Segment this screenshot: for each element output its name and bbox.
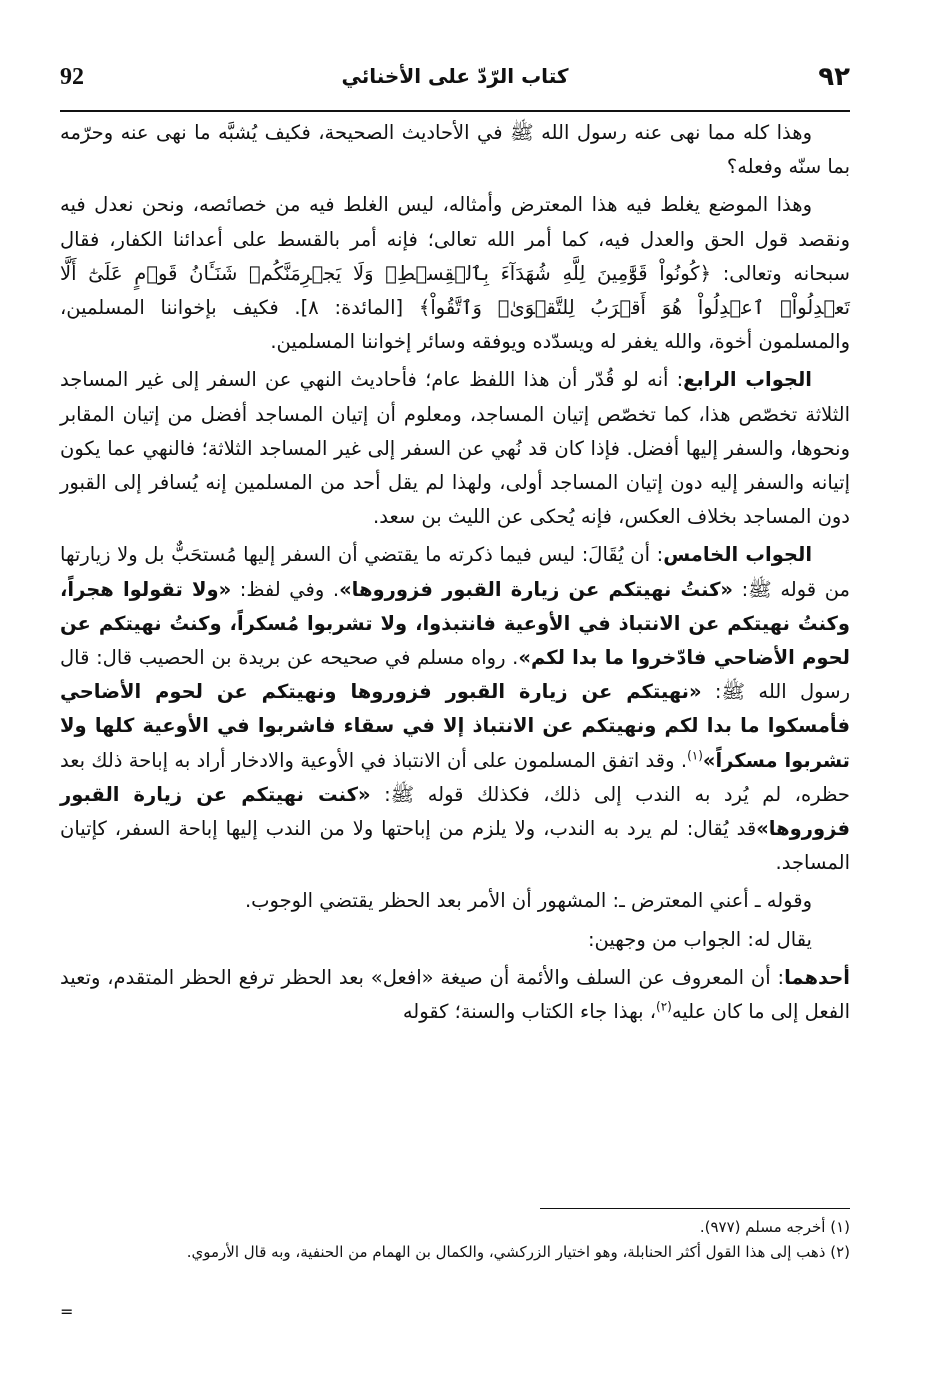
paragraph-2: وهذا الموضع يغلط فيه هذا المعترض وأمثاله، ليس الغلط فيه من خصائصه، ونحن نعدل فيه ونقصد قول الحق والعدل فيه، كما أمر الله تعالى؛ فإنه أمر بالقسط على أعدائنا الكفار، فقال سبحانه وتعالى: ﴿كُونُواْ قَوَّٰمِينَ لِلَّهِ شُهَدَآءَ بِٱلۡقِسۡطِۖ وَلَا يَجۡرِمَنَّكُمۡ شَنَـَٔانُ قَوۡمٍ عَلَىٰٓ أَلَّا تَعۡدِلُواْۚ ٱعۡدِلُواْ هُوَ أَقۡرَبُ لِلتَّقۡوَىٰۖ وَٱتَّقُواْ﴾ [المائدة: ٨]. فكيف بإخواننا المسلمين، والمسلمون أخوة، والله يغفر له ويسدّده ويوفقه وسائر إخواننا المسلمين.: [60, 193, 850, 354]
footnote-2: (٢) ذهب إلى هذا القول أكثر الحنابلة، وهو اختيار الزركشي، والكمال بن الهمام من الحنفية، وبه قال الأرموي.: [186, 1243, 850, 1261]
running-title: كتاب الرّدّ على الأخنائي: [341, 64, 569, 88]
hadith-quote-3: «نهيتكم عن زيارة القبور فزوروها ونهيتكم عن لحوم الأضاحي فأمسكوا ما بدا لكم ونهيتكم عن الانتباذ إلا في سقاء فاشربوا في الأوعية كلها ولا تشربوا مسكراً»: [60, 680, 850, 772]
paragraph-1: وهذا كله مما نهى عنه رسول الله ﷺ في الأحاديث الصحيحة، فكيف يُشبَّه ما نهى عنه وحرّمه بما سنّه وفعله؟: [60, 121, 850, 179]
continuation-mark: =: [60, 1302, 74, 1321]
first-aspect-text-b: ، بهذا جاء الكتاب والسنة؛ كقوله: [402, 1000, 656, 1024]
fifth-answer-text-c: . وفي لفظ:: [231, 577, 340, 601]
fifth-answer-text-i: قد يُقال: لم يرد به الندب، ولا يلزم من إباحتها ولا من الندب إليها إباحة السفر، كإتيان المساجد.: [60, 817, 850, 875]
footnote-ref-1[interactable]: (١): [687, 748, 703, 763]
hadith-quote-4: «كنت نهيتكم عن زيارة القبور فزوروها»: [60, 782, 850, 841]
first-aspect-label: أحدهما: [784, 965, 850, 989]
hadith-quote-2: «ولا تقولوا هجراً، وكنتُ نهيتكم عن الانتباذ في الأوعية فانتبذوا، ولا تشربوا مُسكراً، وكنتُ نهيتكم عن لحوم الأضاحي فادّخروا ما بدا لكم»: [60, 577, 850, 670]
paragraph-objector: وقوله ـ أعني المعترض ـ: المشهور أن الأمر بعد الحظر يقتضي الوجوب.: [244, 889, 812, 913]
header-rule: [60, 110, 850, 112]
fourth-answer-text: : أنه لو قُدّر أن هذا اللفظ عام؛ فأحاديث النهي عن السفر إلى غير المساجد الثلاثة تخصّص هذا، كما تخصّص إتيان المساجد، ومعلوم أن إتيان المساجد أفضل من إتيان المقابر ونحوها، والسفر إليها أفضل. فإذا كان قد نُهي عن السفر إلى غير المساجد الثلاثة؛ فالنهي عما يكون إتيانه والسفر إليه دون إتيان المساجد أولى، ولهذا لم يقل أحد من المسلمين إنه يُسافر إلى القبور دون المساجد بخلاف العكس، فإنه يُحكى عن الليث بن سعد.: [60, 368, 850, 529]
page-header: [60, 58, 850, 98]
hadith-quote-1: «كنتُ نهيتكم عن زيارة القبور فزوروها»: [339, 577, 734, 601]
fifth-answer-text-e: . رواه مسلم في صحيحه عن بريدة بن الحصيب قال: قال رسول الله ﷺ:: [60, 646, 850, 704]
paragraph-fifth-answer: [60, 538, 850, 880]
page-number-latin: 92: [60, 64, 84, 90]
main-text: [60, 116, 850, 1033]
paragraph-fourth-answer: [60, 363, 850, 534]
paragraph-two-aspects: يقال له: الجواب من وجهين:: [587, 927, 812, 951]
footnote-ref-2[interactable]: (٢): [656, 999, 672, 1014]
book-page: [60, 40, 850, 1340]
page-number-arabic: ٩٢: [818, 62, 850, 92]
fourth-answer-label: الجواب الرابع: [683, 368, 812, 392]
fifth-answer-text-g: . وقد اتفق المسلمون على أن الانتباذ في الأوعية والادخار أراد به إباحة ذلك بعد حظره، لم يُرد به الندب إلى ذلك، فكذلك قوله ﷺ:: [60, 748, 850, 806]
footnote-rule: [540, 1208, 850, 1209]
fifth-answer-label: الجواب الخامس: [663, 543, 812, 567]
footnotes: [60, 1208, 850, 1265]
footnote-1: (١) أخرجه مسلم (٩٧٧).: [699, 1218, 850, 1236]
paragraph-first-aspect: [60, 961, 850, 1029]
fifth-answer-text-a: : أن يُقَالَ: ليس فيما ذكرته ما يقتضي أن السفر إليها مُستحَبٌّ بل ولا زيارتها من قوله ﷺ:: [60, 543, 850, 601]
first-aspect-text-a: : أن المعروف عن السلف والأئمة أن صيغة «افعل» بعد الحظر ترفع الحظر المتقدم، وتعيد الفعل إلى ما كان عليه: [60, 965, 850, 1024]
